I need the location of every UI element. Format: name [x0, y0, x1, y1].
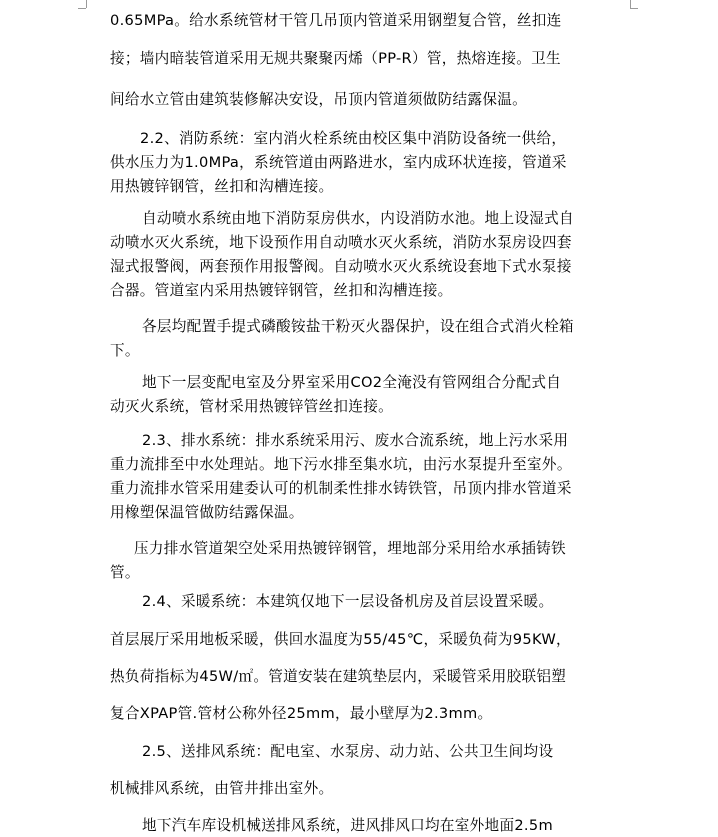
- text-line: 机械排风系统，由管井排出室外。: [110, 780, 334, 797]
- margin-corner-mark-left-horizontal: [78, 8, 86, 9]
- paragraph-first-line: 地下一层变配电室及分界室采用CO2全淹没有管网组合分配式自: [142, 374, 562, 391]
- text-line: 下。: [110, 342, 140, 359]
- text-line: 重力流排水管采用建委认可的机制柔性排水铸铁管，吊顶内排水管道采: [110, 480, 572, 497]
- paragraph-first-line: 地下汽车库设机械送排风系统，进风排风口均在室外地面2.5m: [142, 817, 553, 834]
- section-heading-line: 2.2、消防系统：室内消火栓系统由校区集中消防设备统一供给，: [140, 130, 567, 147]
- text-line: 供水压力为1.0MPa，系统管道由两路进水，室内成环状连接，管道采: [110, 154, 567, 171]
- margin-corner-mark-right-horizontal: [630, 8, 638, 9]
- margin-corner-mark-right: [630, 0, 631, 8]
- text-line: 动喷水灭火系统，地下设预作用自动喷水灭火系统，消防水泵房设四套: [110, 234, 572, 251]
- paragraph-first-line: 压力排水管道架空处采用热镀锌钢管，埋地部分采用给水承插铸铁: [134, 540, 566, 557]
- text-line: 热负荷指标为45W/㎡。管道安装在建筑垫层内，采暖管采用胶联铝塑: [110, 668, 567, 685]
- text-line: 动灭火系统，管材采用热镀锌管丝扣连接。: [110, 398, 393, 415]
- text-line: 合器。管道室内采用热镀锌钢管，丝扣和沟槽连接。: [110, 282, 453, 299]
- text-line: 首层展厅采用地板采暖，供回水温度为55/45℃，采暖负荷为95KW，: [110, 631, 571, 648]
- text-line: 0.65MPa。给水系统管材干管几吊顶内管道采用钢塑复合管，丝扣连: [110, 12, 562, 29]
- text-line: 用热镀锌钢管，丝扣和沟槽连接。: [110, 178, 334, 195]
- text-line: 管。: [110, 564, 140, 581]
- text-line: 湿式报警阀，两套预作用报警阀。自动喷水灭火系统设套地下式水泵接: [110, 258, 572, 275]
- section-heading-line: 2.3、排水系统：排水系统采用污、废水合流系统，地上污水采用: [142, 432, 569, 449]
- text-line: 重力流排至中水处理站。地下污水排至集水坑，由污水泵提升至室外。: [110, 456, 572, 473]
- paragraph-first-line: 自动喷水系统由地下消防泵房供水，内设消防水池。地上设湿式自: [142, 210, 574, 227]
- paragraph-first-line: 各层均配置手提式磷酸铵盐干粉灭火器保护，设在组合式消火栓箱: [142, 318, 574, 335]
- text-line: 间给水立管由建筑装修解决安设，吊顶内管道须做防结露保温。: [110, 91, 528, 108]
- text-line: 用橡塑保温管做防结露保温。: [110, 504, 304, 521]
- section-heading-line: 2.5、送排风系统：配电室、水泵房、动力站、公共卫生间均设: [142, 743, 554, 760]
- margin-corner-mark-left: [86, 0, 87, 8]
- text-line: 复合XPAP管.管材公称外径25mm，最小壁厚为2.3mm。: [110, 705, 493, 722]
- section-heading-line: 2.4、采暖系统：本建筑仅地下一层设备机房及首层设置采暖。: [142, 593, 554, 610]
- text-line: 接；墙内暗装管道采用无规共聚聚丙烯（PP-R）管，热熔连接。卫生: [110, 50, 561, 67]
